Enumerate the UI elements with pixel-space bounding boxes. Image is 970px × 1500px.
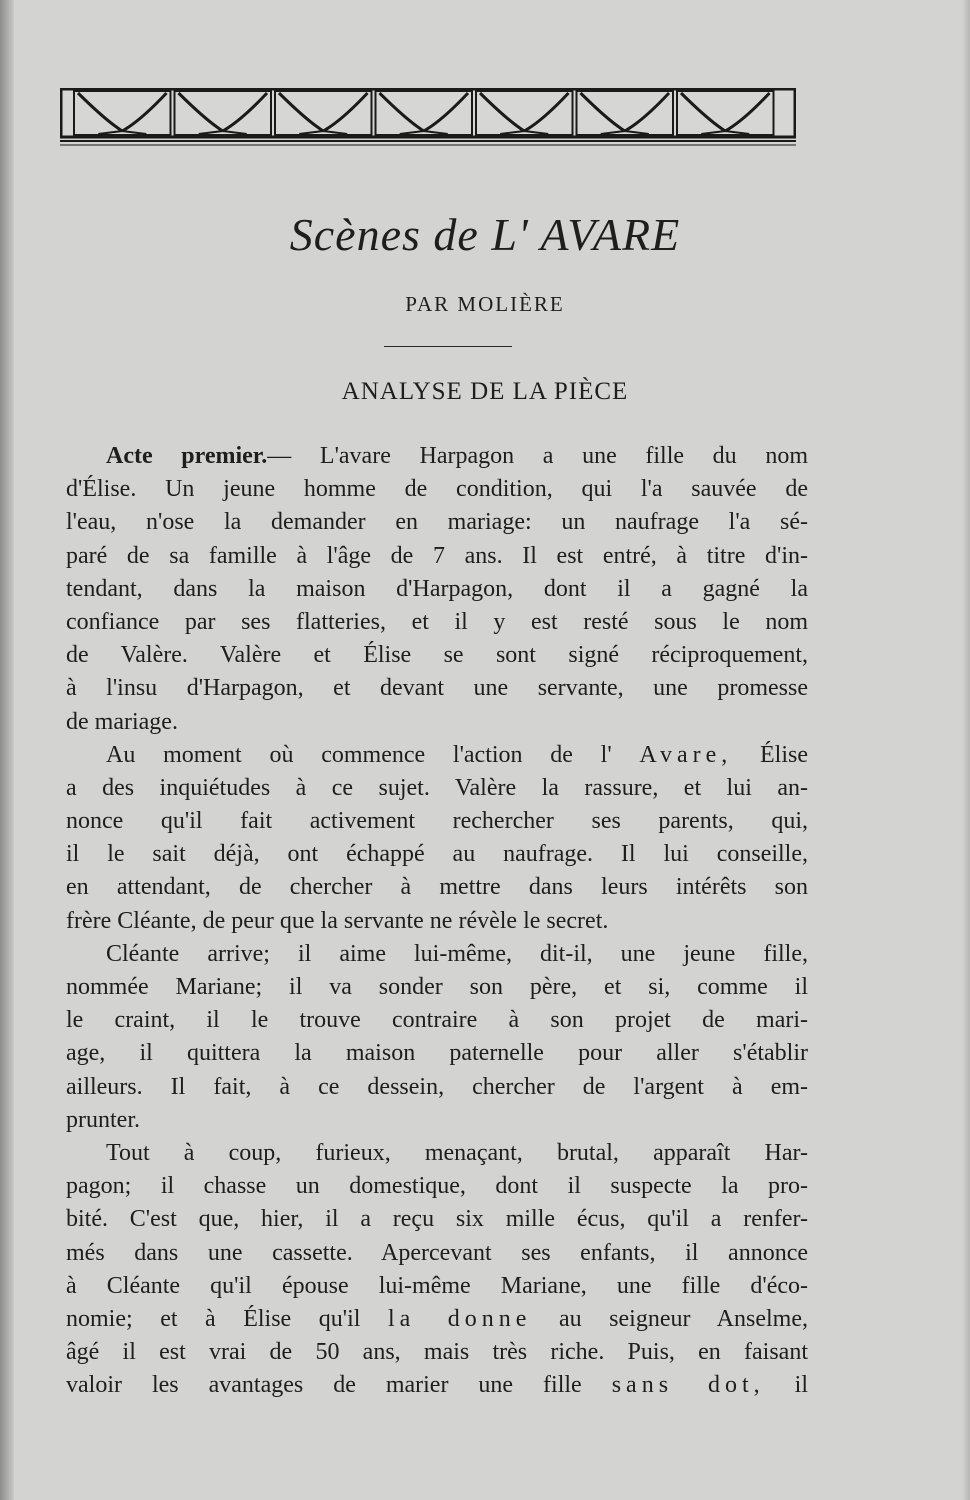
divider-rule bbox=[384, 346, 512, 347]
text-line: en attendant, de chercher à mettre dans leurs intérêts son bbox=[66, 874, 808, 901]
text-line: a des inquiétudes à ce sujet. Valère la rassure, et lui an- bbox=[66, 774, 808, 801]
text-line: frère Cléante, de peur que la servante ne révèle le secret. bbox=[66, 907, 609, 934]
text-line: age, il quittera la maison paternelle pour aller s'établir bbox=[66, 1040, 808, 1067]
text-line: de Valère. Valère et Élise se sont signé réciproquement, bbox=[66, 642, 808, 669]
text-line: Acte premier.— L'avare Harpagon a une fille du nom bbox=[106, 443, 808, 469]
text-line: âgé il est vrai de 50 ans, mais très riche. Puis, en faisant bbox=[66, 1339, 808, 1366]
text-line: le craint, il le trouve contraire à son projet de mari- bbox=[66, 1007, 808, 1034]
text-line: ailleurs. Il fait, à ce dessein, chercher de l'argent à em- bbox=[66, 1073, 808, 1100]
decorative-header-band bbox=[60, 88, 796, 146]
page-title: Scènes de L' AVARE bbox=[289, 209, 681, 260]
act-label: Acte premier. bbox=[106, 443, 268, 469]
text-line: de mariage. bbox=[66, 708, 178, 735]
text-line: à l'insu d'Harpagon, et devant une servante, une promesse bbox=[66, 675, 808, 702]
analysis-body bbox=[66, 440, 808, 1402]
text-line: nonce qu'il fait activement rechercher ses parents, qui, bbox=[66, 808, 808, 835]
text-line: Au moment où commence l'action de l' Avare, Élise bbox=[106, 741, 808, 768]
text-line: pagon; il chasse un domestique, dont il suspecte la pro- bbox=[66, 1173, 808, 1200]
text-line: Tout à coup, furieux, menaçant, brutal, apparaît Har- bbox=[106, 1139, 808, 1166]
text-line: à Cléante qu'il épouse lui-même Mariane, une fille d'éco- bbox=[66, 1272, 808, 1299]
text-line: l'eau, n'ose la demander en mariage: un naufrage l'a sé- bbox=[66, 509, 808, 536]
text-line: paré de sa famille à l'âge de 7 ans. Il est entré, à titre d'in- bbox=[66, 542, 808, 569]
text-line: més dans une cassette. Apercevant ses enfants, il annonce bbox=[66, 1239, 808, 1266]
section-heading: ANALYSE DE LA PIÈCE bbox=[341, 378, 629, 405]
text-line: il le sait déjà, ont échappé au naufrage. Il lui conseille, bbox=[66, 841, 808, 868]
text-line: bité. C'est que, hier, il a reçu six mille écus, qu'il a renfer- bbox=[66, 1206, 808, 1233]
text-line: Cléante arrive; il aime lui-même, dit-il, une jeune fille, bbox=[106, 940, 808, 967]
text-line: tendant, dans la maison d'Harpagon, dont il a gagné la bbox=[66, 575, 808, 602]
text-line: valoir les avantages de marier une fille sans dot, il bbox=[66, 1372, 808, 1399]
text-line: confiance par ses flatteries, et il y est resté sous le nom bbox=[66, 608, 808, 635]
text-line: nomie; et à Élise qu'il la donne au seigneur Anselme, bbox=[66, 1305, 808, 1332]
text-line: nommée Mariane; il va sonder son père, et si, comme il bbox=[66, 974, 808, 1000]
text-line: prunter. bbox=[66, 1106, 140, 1133]
author-line: PAR MOLIÈRE bbox=[405, 292, 565, 316]
text-line: d'Élise. Un jeune homme de condition, qui l'a sauvée de bbox=[66, 476, 808, 503]
